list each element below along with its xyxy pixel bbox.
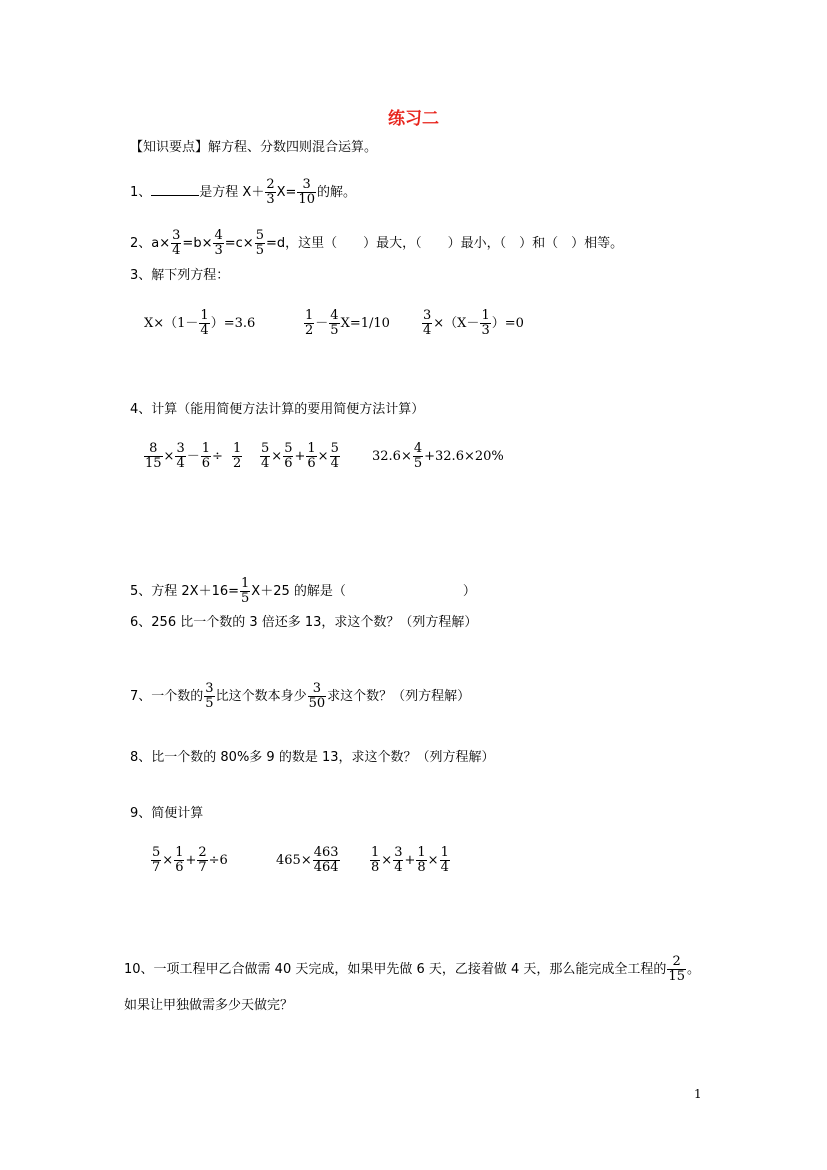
question-text: 的解。 [316,185,356,200]
knowledge-heading: 【知识要点】 [130,140,209,155]
fraction: $\frac{4}{5}$ [330,308,339,338]
question-8: 8、比一个数的 80%多 9 的数是 13，求这个数？（列方程解） [130,750,495,765]
fraction: $\frac{1}{2}$ [232,441,242,471]
fraction: $\frac{5}{4}$ [330,441,339,471]
fraction: $\frac{5}{6}$ [284,441,293,471]
question-text: 5、方程 2X＋16= [130,584,240,599]
question-2 [130,229,623,258]
question-10 [124,955,700,984]
knowledge-points [130,140,377,156]
expression-9-2: 465× $\frac{463}{464}$ [276,845,339,875]
question-text: 10、一项工程甲乙合做需 40 天完成，如果甲先做 6 天，乙接着做 4 天，那么能完成全工程的 [124,962,667,977]
question-number: 1、 [130,185,152,200]
page-number: 1 [694,1087,702,1101]
expression-9-1: $\frac{5}{7}$ × $\frac{1}{6}$ + $\frac{2}{7}$ ÷6 [152,845,228,875]
expr-text: =b× [182,236,213,251]
fraction: $\frac{8}{15}$ [145,441,162,471]
question-10-line2: 如果让甲独做需多少天做完？ [124,998,294,1013]
question-1 [130,178,356,207]
fraction: $\frac{5}{7}$ [152,845,161,875]
fraction: $\frac{1}{8}$ [417,845,426,875]
question-4-label: 4、计算（能用简便方法计算的要用简便方法计算） [130,402,425,417]
fraction: $\frac{1}{6}$ [175,845,184,875]
fraction: $\frac{2}{7}$ [198,845,207,875]
fraction: $\frac{1}{6}$ [201,441,211,471]
fraction: $\frac{1}{8}$ [371,845,380,875]
fraction: $\frac{3}{10}$ [298,177,315,207]
fraction: $\frac{4}{5}$ [413,441,423,471]
answer-blank[interactable] [151,183,199,196]
expression-4-2: $\frac{5}{4}$ × $\frac{5}{6}$ + $\frac{1}{6}$ × $\frac{5}{4}$ [261,441,339,471]
expr-text: =c× [224,236,254,251]
fraction: $\frac{5}{4}$ [261,441,270,471]
fraction: $\frac{463}{464}$ [313,845,339,875]
fraction: $\frac{3}{4}$ [176,441,185,471]
fraction: $\frac{3}{4}$ [172,228,181,258]
equation-3-3: $\frac{3}{4}$ ×（X－ $\frac{1}{3}$ ）=0 [423,308,524,338]
equation-3-1: X×（1－ $\frac{1}{4}$ ）=3.6 [144,308,256,338]
question-text: 求这个数？（列方程解） [327,689,471,704]
question-9-label: 9、简便计算 [130,806,204,821]
fraction: $\frac{1}{3}$ [481,308,490,338]
question-text: 比这个数本身少 [215,689,307,704]
page-title: 练习二 [388,109,439,129]
equation-3-2: $\frac{1}{2}$ － $\frac{4}{5}$ X=1/10 [305,308,390,338]
fraction: $\frac{1}{2}$ [305,308,314,338]
fraction: $\frac{1}{4}$ [440,845,449,875]
fraction: $\frac{3}{4}$ [394,845,403,875]
expr-text: a× [151,236,171,251]
fraction: $\frac{2}{3}$ [266,177,275,207]
fraction: $\frac{2}{15}$ [668,954,685,984]
fraction: $\frac{1}{5}$ [241,576,250,606]
fraction: $\frac{5}{5}$ [255,228,264,258]
fraction: $\frac{1}{4}$ [200,308,209,338]
expression-9-3: $\frac{1}{8}$ × $\frac{3}{4}$ + $\frac{1}{8}$ × $\frac{1}{4}$ [371,845,449,875]
question-7 [130,682,470,711]
fraction: $\frac{1}{6}$ [307,441,316,471]
question-text: 。 [686,962,700,977]
fraction: $\frac{3}{5}$ [205,681,214,711]
question-text: 是方程 X＋ [199,185,265,200]
question-number: 2、 [130,236,152,251]
question-6: 6、256 比一个数的 3 倍还多 13，求这个数？（列方程解） [130,615,478,630]
question-text: X＋25 的解是（ ） [251,584,476,599]
fraction: $\frac{4}{3}$ [214,228,223,258]
question-3-label: 3、解下列方程： [130,268,230,283]
expression-4-1: $\frac{8}{15}$ × $\frac{3}{4}$ － $\frac{1}{6}$ ÷ $\frac{1}{2}$ [145,441,242,471]
question-text: =d，这里（ ）最大，（ ）最小，（ ）和（ ）相等。 [265,236,624,251]
question-5 [130,577,476,606]
knowledge-text: 解方程、分数四则混合运算。 [208,140,378,155]
expression-4-3: 32.6× $\frac{4}{5}$ +32.6×20% [372,441,504,471]
fraction: $\frac{3}{50}$ [308,681,326,711]
question-text: X= [276,185,297,200]
question-text: 7、一个数的 [130,689,204,704]
fraction: $\frac{3}{4}$ [423,308,432,338]
